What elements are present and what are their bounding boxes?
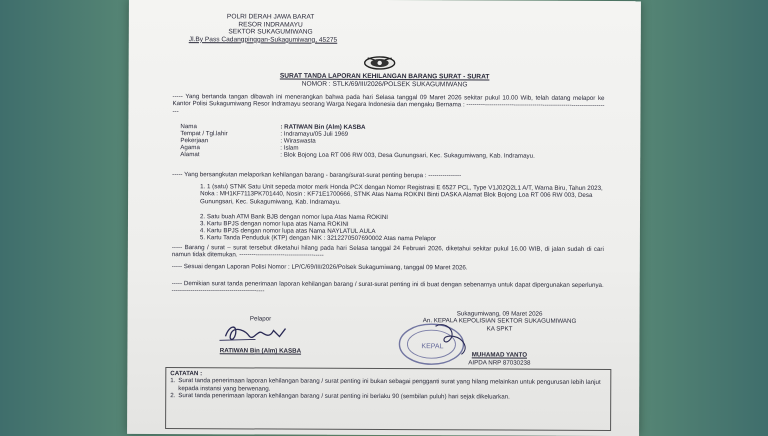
officer-office-2: KA SPKT (486, 325, 513, 333)
police-report-line: ----- Sesuai dengan Laporan Polisi Nomor : LP/C/69/III/2026/Polsek Sukagumiwang, tanggal 09 Maret 2026. (171, 263, 468, 272)
identity-label-birth: Tempat / Tgl.lahir (180, 130, 228, 138)
lost-item-2: 2. Satu buah ATM Bank BJB dengan nomor lupa Atas Nama ROKINI (199, 213, 389, 222)
officer-name: MUHAMAD YANTO (471, 351, 528, 359)
identity-value-address: : Blok Bojong Loa RT 006 RW 003, Desa Gunungsari, Kec. Sukagumiwang, Kab. Indramayu. (280, 151, 535, 160)
header-address: Jl.By Pass Cadangpinggan-Sukagumiwang, 45275 (188, 35, 338, 44)
note-number: 2. (170, 392, 176, 400)
identity-value-name: : RATIWAN Bin (Alm) KASBA (280, 123, 366, 131)
notes-title: CATATAN : (170, 370, 203, 378)
officer-rank: AIPDA NRP 87030238 (468, 358, 531, 367)
reporting-line: ----- Yang bersangkutan melaporkan kehilangan barang - barang/surat-surat penting berupa : ---------------- (172, 171, 462, 180)
identity-value-job: : Wiraswasta (280, 137, 316, 145)
note-number: 1. (170, 377, 176, 385)
document-page (127, 0, 641, 436)
identity-label-name: Nama (180, 123, 197, 131)
intro-paragraph: ----- Yang bertanda tangan dibawah ini menerangkan bahwa pada hari Selasa tanggal 09 Maret 2026 sekitar pukul 10.00 Wib, telah datang melapor ke Kantor Polisi Sukagumiwang Resor Indramayu seorang Warga Negara Indonesia dan mengaku Bernama : ---------------------------------------------------------------------- (172, 93, 605, 115)
title-main: SURAT TANDA LAPORAN KEHILANGAN BARANG SURAT - SURAT (279, 72, 490, 81)
reporter-role: Pelapor (249, 315, 272, 323)
note-text: Surat tanda penerimaan laporan kehilangan barang / surat penting ini bukan sebagai pengganti surat yang hilang melainkan untuk pengurusan lebih lanjut kepada instansi yang berwenang. (178, 377, 601, 393)
closing-paragraph: ----- Demikian surat tanda penerimaan laporan kehilangan barang / surat-surat penting ini di buat dengan sebenarnya untuk dapat dipergunakan seperlunya. --------------------------------------------- (171, 280, 604, 295)
title-number: NOMOR : STLK/69/III/2026/POLSEK SUKAGUMIWANG (301, 80, 468, 88)
official-stamp-icon (395, 318, 475, 368)
lost-item-5: 5. Kartu Tanda Penduduk (KTP) dengan NIK : 3212270507690002 Atas nama Pelapor (199, 234, 437, 243)
letterhead (188, 13, 338, 44)
identity-value-birth: : Indramayu/05 Juli 1969 (280, 130, 349, 138)
identity-label-job: Pekerjaan (180, 137, 209, 145)
signing-place-date: Sukagumiwang, 09 Maret 2026 (456, 310, 543, 318)
lost-item-1: 1. 1 (satu) STNK Satu Unit sepeda motor merk Honda PCX dengan Nomor Registrasi E 6527 PCL, Type V1J02Q2L1 A/T, Warna Biru, Tahun 2023, Noka : MH1KF7113PK701440, Nosin : KF71E1700666, STNK Atas Nama ROKINI Binti DASKA Alamat Blok Bojong Loa RT 006 RW 003, Desa Gunungsari, Kec. Sukagumiwang, Kab. Indramayu. (200, 183, 603, 206)
lost-item-4: 4. Kartu BPJS dengan nomor lupa atas Nama NAYLATUL AULA (199, 227, 376, 235)
notes-box (165, 367, 611, 431)
identity-label-address: Alamat (180, 151, 200, 159)
header-line-3: SEKTOR SUKAGUMIWANG (228, 28, 313, 36)
note-text: Surat tanda penerimaan laporan kehilangan barang / surat penting ini berlaku 90 (sembilan puluh) hari sejak dikeluarkan. (178, 392, 510, 401)
header-line-2: RESOR INDRAMAYU (238, 20, 303, 29)
police-emblem-icon (363, 54, 397, 70)
header-line-1: POLRI DERAH JAWA BARAT (226, 13, 315, 21)
loss-paragraph: ----- Barang / surat – surat tersebut diketahui hilang pada hari Selasa tanggal 24 Februari 2026, diketahui sekitar pukul 16.00 WIB, di jalan sudah di cari namun tidak ditemukan. ----------------------------------------- (171, 244, 604, 260)
document-title (129, 72, 641, 89)
reporter-signature-block (200, 315, 320, 355)
identity-value-religion: : Islam (280, 144, 299, 152)
stamp-text: KEPAL (421, 343, 444, 351)
officer-office-1: An. KEPALA KEPOLISIAN SEKTOR SUKAGUMIWANG (422, 317, 577, 326)
reporter-name: RATIWAN Bin (Alm) KASBA (219, 347, 302, 355)
identity-label-religion: Agama (180, 144, 200, 152)
reporter-signature-icon (215, 323, 305, 345)
lost-item-3: 3. Kartu BPJS dengan nomor lupa atas Nama ROKINI (199, 220, 349, 228)
